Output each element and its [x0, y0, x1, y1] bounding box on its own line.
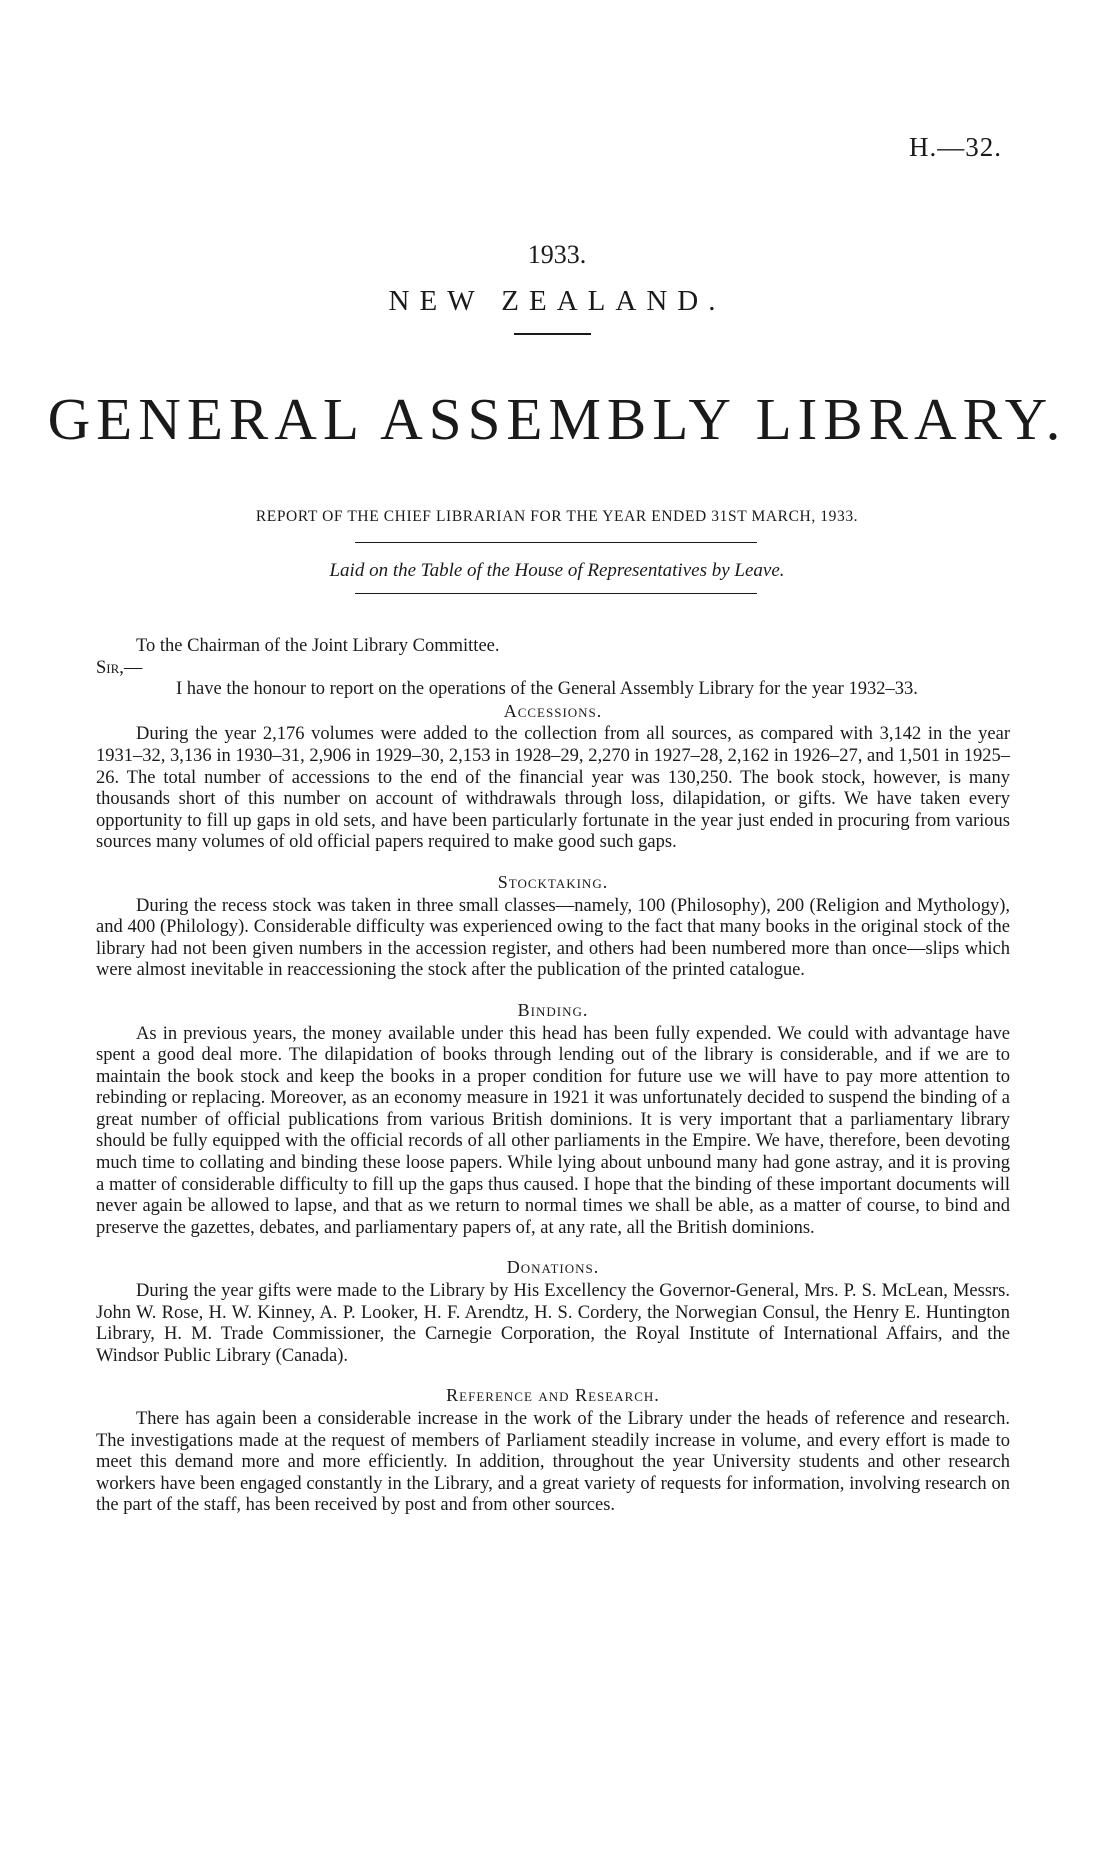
- letter-intro: I have the honour to report on the operations of the General Assembly Library for the year 1932–33.: [176, 679, 918, 700]
- document-subtitle: REPORT OF THE CHIEF LIBRARIAN FOR THE YEAR ENDED 31ST MARCH, 1933.: [255, 508, 859, 525]
- divider-short: [514, 333, 591, 335]
- section-heading-donations: Donations.: [506, 1257, 600, 1278]
- section-text-stocktaking: During the recess stock was taken in three small classes—namely, 100 (Philosophy), 200 (Religion and Mythology), and 400 (Philology). Considerable difficulty was experienced owing to the fact that many books in the original stock of the library had not been given numbers in the accession register, and others had been numbered more than once—slips which were almost inevitable in reaccessioning the stock after the publication of the printed catalogue.: [96, 895, 1010, 981]
- section-heading-stocktaking: Stocktaking.: [497, 871, 609, 892]
- section-text-accessions: During the year 2,176 volumes were added to the collection from all sources, as compared with 3,142 in the year 1931–32, 3,136 in 1930–31, 2,906 in 1929–30, 2,153 in 1928–29, 2,270 in 1927–28, 2,162 in 1926–27, and 1,501 in 1925–26. The total number of accessions to the end of the financial year was 130,250. The book stock, however, is many thousands short of this number on account of withdrawals through loss, dilapidation, or gifts. We have taken every opportunity to fill up gaps in old sets, and have been particularly fortunate in the year just ended in procuring from various sources many volumes of old official papers required to make good such gaps.: [96, 724, 1010, 853]
- section-text-donations: During the year gifts were made to the Library by His Excellency the Governor-General, Mrs. P. S. McLean, Messrs. John W. Rose, H. W. Kinney, A. P. Looker, H. F. Arendtz, H. S. Cordery, the Norwegian Consul, the Henry E. Huntington Library, H. M. Trade Commissioner, the Carnegie Corporation, the Royal Institute of International Affairs, and the Windsor Public Library (Canada).: [96, 1281, 1010, 1366]
- paper-reference: H.—32.: [909, 132, 1002, 162]
- document-year: 1933.: [527, 240, 587, 269]
- letter-sir: Sir,—: [96, 657, 143, 678]
- report-body: [96, 636, 1010, 1517]
- laid-on-table-note: Laid on the Table of the House of Representatives by Leave.: [329, 560, 785, 581]
- letter-salutation: To the Chairman of the Joint Library Committee.: [136, 636, 500, 656]
- divider-bottom: [355, 593, 757, 594]
- document-title: GENERAL ASSEMBLY LIBRARY.: [47, 386, 1067, 452]
- section-heading-accessions: Accessions.: [503, 700, 603, 721]
- section-text-reference: There has again been a considerable increase in the work of the Library under the heads of reference and research. The investigations made at the request of members of Parliament steadily increase in volume, and every effort is made to meet this demand more and more efficiently. In addition, throughout the year University students and other research workers have been engaged constantly in the Library, and a great variety of requests for information, involving research on the part of the staff, has been received by post and from other sources.: [96, 1409, 1010, 1516]
- section-heading-binding: Binding.: [517, 999, 589, 1020]
- section-text-binding: As in previous years, the money available under this head has been fully expended. We could with advantage have spent a good deal more. The dilapidation of books through lending out of the library is considerable, and if we are to maintain the book stock and keep the books in a proper condition for future use we will have to pay more attention to rebinding or replacing. Moreover, as an economy measure in 1921 it was unfortunately decided to suspend the binding of a great number of official publications from various British dominions. It is very important that a parliamentary library should be fully equipped with the official records of all other parliaments in the Empire. We have, therefore, been devoting much time to collating and binding these loose papers. While lying about unbound many had gone astray, and it is proving a matter of considerable difficulty to fill up the gaps thus caused. I hope that the binding of these important documents will never again be allowed to lapse, and that as we return to normal times we shall be able, as a matter of course, to bind and preserve the gazettes, debates, and parliamentary papers of, at any rate, all the British dominions.: [96, 1023, 1010, 1238]
- divider-top: [355, 542, 757, 543]
- section-heading-reference: Reference and Research.: [446, 1385, 660, 1406]
- country-heading: NEW ZEALAND.: [388, 285, 726, 317]
